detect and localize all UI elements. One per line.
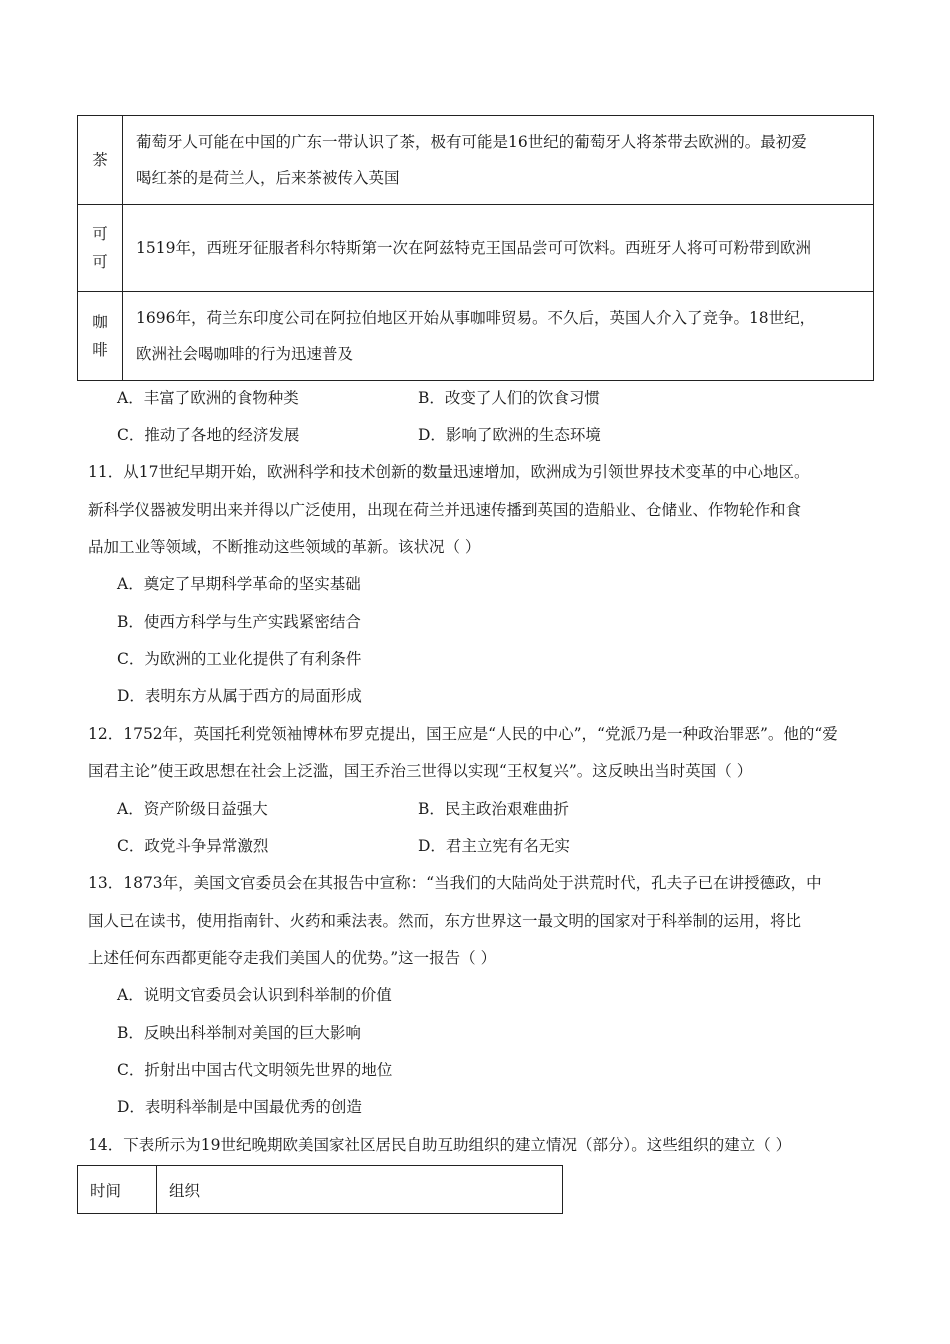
q11-line-2: 新科学仪器被发明出来并得以广泛使用，出现在荷兰并迅速传播到英国的造船业、仓储业、作物轮作和食 xyxy=(88,501,802,519)
q11-option-c: C．为欧洲的工业化提供了有利条件 xyxy=(117,650,362,668)
table-row-tea xyxy=(78,116,874,205)
table-row-coffee xyxy=(78,292,874,381)
row-key-coffee: 咖 啡 xyxy=(78,292,123,381)
q12-option-c: C．政党斗争异常激烈 xyxy=(117,837,269,855)
row-text-coffee: 1696年，荷兰东印度公司在阿拉伯地区开始从事咖啡贸易。不久后，英国人介入了竞争。18世纪， 欧洲社会喝咖啡的行为迅速普及 xyxy=(123,292,874,381)
q11-option-d: D．表明东方从属于西方的局面形成 xyxy=(117,687,362,705)
q10-option-d: D．影响了欧洲的生态环境 xyxy=(418,426,601,444)
q11-line-1: 11．从17世纪早期开始，欧洲科学和技术创新的数量迅速增加，欧洲成为引领世界技术变革的中心地区。 xyxy=(88,463,810,481)
q11-line-3: 品加工业等领域，不断推动这些领域的革新。该状况（ ） xyxy=(88,538,481,556)
row-key-tea: 茶 xyxy=(78,116,123,205)
q12-line-2: 国君主论”使王政思想在社会上泛滥，国王乔治三世得以实现“王权复兴”。这反映出当时英国（ ） xyxy=(88,762,753,780)
q13-option-d: D．表明科举制是中国最优秀的创造 xyxy=(117,1098,362,1116)
q12-option-a: A．资产阶级日益强大 xyxy=(117,800,268,818)
row-key-cocoa: 可 可 xyxy=(78,205,123,292)
row-text-cocoa: 1519年，西班牙征服者科尔特斯第一次在阿兹特克王国品尝可可饮料。西班牙人将可可粉带到欧洲 xyxy=(123,205,874,292)
beverage-table xyxy=(77,115,874,381)
q11-option-a: A．奠定了早期科学革命的坚实基础 xyxy=(117,575,361,593)
q13-option-b: B．反映出科举制对美国的巨大影响 xyxy=(117,1024,361,1042)
q13-line-1: 13．1873年，美国文官委员会在其报告中宣称：“当我们的大陆尚处于洪荒时代，孔夫子已在讲授德政，中 xyxy=(88,874,822,892)
q12-option-b: B．民主政治艰难曲折 xyxy=(418,800,569,818)
q13-option-a: A．说明文官委员会认识到科举制的价值 xyxy=(117,986,392,1004)
q10-option-b: B．改变了人们的饮食习惯 xyxy=(418,389,600,407)
q12-line-1: 12．1752年，英国托利党领袖博林布罗克提出，国王应是“人民的中心”，“党派乃是一种政治罪恶”。他的“爱 xyxy=(88,725,838,743)
q11-option-b: B．使西方科学与生产实践紧密结合 xyxy=(117,613,361,631)
header-time: 时间 xyxy=(78,1166,157,1214)
q10-option-c: C．推动了各地的经济发展 xyxy=(117,426,300,444)
q12-option-d: D．君主立宪有名无实 xyxy=(418,837,570,855)
header-organization: 组织 xyxy=(157,1166,563,1214)
table-row-cocoa xyxy=(78,205,874,292)
organization-table xyxy=(77,1165,563,1214)
q13-line-2: 国人已在读书，使用指南针、火药和乘法表。然而，东方世界这一最文明的国家对于科举制的运用，将比 xyxy=(88,912,802,930)
row-text-tea: 葡萄牙人可能在中国的广东一带认识了茶，极有可能是16世纪的葡萄牙人将茶带去欧洲的。最初爱 喝红茶的是荷兰人，后来茶被传入英国 xyxy=(123,116,874,205)
table-header-row xyxy=(78,1166,563,1214)
q13-option-c: C．折射出中国古代文明领先世界的地位 xyxy=(117,1061,393,1079)
q13-line-3: 上述任何东西都更能夺走我们美国人的优势。”这一报告（ ） xyxy=(88,949,497,967)
q10-option-a: A．丰富了欧洲的食物种类 xyxy=(117,389,299,407)
q14-line-1: 14．下表所示为19世纪晚期欧美国家社区居民自助互助组织的建立情况（部分）。这些组织的建立（ ） xyxy=(88,1136,792,1154)
